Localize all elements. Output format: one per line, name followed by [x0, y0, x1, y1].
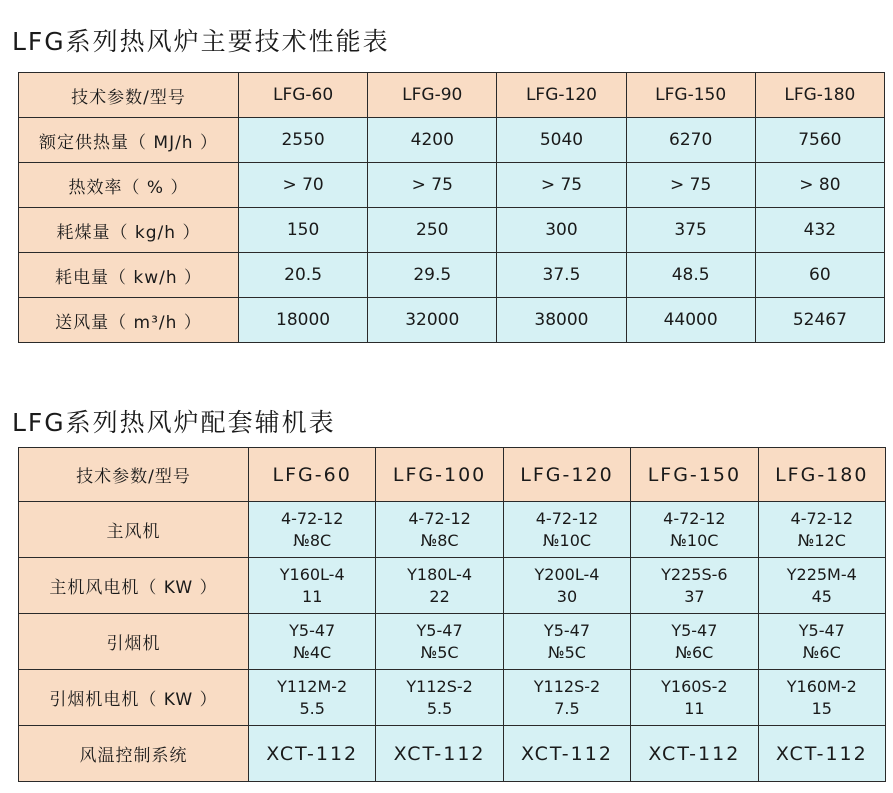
value-cell: 7560 — [755, 118, 884, 163]
value-line-model: XCT-112 — [521, 742, 613, 765]
table-row — [19, 118, 885, 163]
table-header-row — [19, 73, 885, 118]
value-line-model: Y225M-4 — [786, 564, 857, 584]
value-cell: 20.5 — [239, 253, 368, 298]
value-cell: 29.5 — [368, 253, 497, 298]
value-line-spec: №10C — [670, 530, 719, 550]
value-cell: 5040 — [497, 118, 626, 163]
table-row — [19, 298, 885, 343]
value-cell — [758, 670, 885, 726]
value-cell — [376, 726, 503, 782]
value-cell — [376, 614, 503, 670]
value-cell — [503, 670, 630, 726]
table-header-row — [19, 448, 886, 502]
value-cell: 250 — [368, 208, 497, 253]
value-line-model: Y5-47 — [798, 620, 845, 640]
value-cell: 375 — [626, 208, 755, 253]
row-label-cell: 耗煤量（ kg/h ） — [19, 208, 239, 253]
value-line-model: Y5-47 — [289, 620, 336, 640]
value-line-spec: 11 — [302, 586, 323, 606]
table-row — [19, 208, 885, 253]
value-cell: 4200 — [368, 118, 497, 163]
value-cell: 2550 — [239, 118, 368, 163]
model-header-cell: LFG-180 — [758, 448, 885, 502]
table1-title: LFG系列热风炉主要技术性能表 — [12, 27, 390, 56]
value-cell — [503, 502, 630, 558]
model-header-cell: LFG-150 — [626, 73, 755, 118]
value-line-spec: №4C — [293, 642, 332, 662]
value-cell: 18000 — [239, 298, 368, 343]
value-cell: 150 — [239, 208, 368, 253]
value-line-spec: 22 — [429, 586, 450, 606]
value-cell: 60 — [755, 253, 884, 298]
value-line-spec: 15 — [811, 698, 832, 718]
row-label-cell: 引烟机 — [19, 614, 249, 670]
value-cell — [249, 558, 376, 614]
value-line-model: Y5-47 — [671, 620, 718, 640]
value-line-spec: №8C — [420, 530, 459, 550]
value-cell: > 80 — [755, 163, 884, 208]
value-line-model: XCT-112 — [266, 742, 359, 765]
value-line-model: Y160L-4 — [279, 564, 345, 584]
value-cell — [758, 558, 885, 614]
value-cell: 432 — [755, 208, 884, 253]
value-line-spec: 11 — [684, 698, 705, 718]
value-line-spec: 5.5 — [426, 698, 453, 718]
value-cell — [631, 726, 758, 782]
value-line-model: Y112S-2 — [406, 676, 473, 696]
table-row — [19, 614, 886, 670]
table-row — [19, 670, 886, 726]
model-header-cell: LFG-60 — [249, 448, 376, 502]
model-header-cell: LFG-120 — [503, 448, 630, 502]
value-line-spec: №5C — [420, 642, 459, 662]
value-line-spec: №6C — [675, 642, 714, 662]
row-label-cell: 引烟机电机（ KW ） — [19, 670, 249, 726]
value-line-model: 4-72-12 — [790, 508, 853, 528]
value-line-spec: №10C — [542, 530, 592, 550]
value-cell — [503, 558, 630, 614]
value-line-spec: 30 — [556, 586, 578, 606]
value-line-model: XCT-112 — [393, 742, 486, 765]
value-line-model: Y225S-6 — [661, 564, 728, 584]
value-line-spec: 7.5 — [554, 698, 580, 718]
value-line-model: Y160M-2 — [786, 676, 857, 696]
value-cell — [503, 726, 630, 782]
performance-table — [18, 72, 885, 343]
value-cell: 38000 — [497, 298, 626, 343]
value-line-spec: №5C — [547, 642, 586, 662]
value-cell: 52467 — [755, 298, 884, 343]
value-line-spec: №12C — [797, 530, 846, 550]
table-row — [19, 502, 886, 558]
value-cell — [758, 502, 885, 558]
value-line-model: Y112M-2 — [277, 676, 348, 696]
value-cell — [376, 670, 503, 726]
value-line-spec: №8C — [293, 530, 332, 550]
value-cell: 44000 — [626, 298, 755, 343]
value-cell: 300 — [497, 208, 626, 253]
table-row — [19, 726, 886, 782]
row-label-cell: 热效率（ % ） — [19, 163, 239, 208]
value-cell — [758, 726, 885, 782]
table-row — [19, 163, 885, 208]
value-line-model: Y112S-2 — [533, 676, 601, 696]
header-label-cell: 技术参数/型号 — [19, 448, 249, 502]
value-cell — [249, 502, 376, 558]
row-label-cell: 耗电量（ kw/h ） — [19, 253, 239, 298]
value-cell: 37.5 — [497, 253, 626, 298]
model-header-cell: LFG-60 — [239, 73, 368, 118]
table-row — [19, 558, 886, 614]
value-cell: 48.5 — [626, 253, 755, 298]
value-cell: 32000 — [368, 298, 497, 343]
row-label-cell: 风温控制系统 — [19, 726, 249, 782]
row-label-cell: 送风量（ m³/h ） — [19, 298, 239, 343]
value-cell — [249, 670, 376, 726]
value-cell — [631, 502, 758, 558]
model-header-cell: LFG-180 — [755, 73, 884, 118]
value-cell — [249, 726, 376, 782]
value-line-model: Y160S-2 — [661, 676, 728, 696]
value-line-model: XCT-112 — [648, 742, 741, 765]
model-header-cell: LFG-150 — [631, 448, 758, 502]
value-line-spec: 5.5 — [299, 698, 325, 718]
value-cell — [376, 502, 503, 558]
value-line-model: 4-72-12 — [663, 508, 726, 528]
row-label-cell: 额定供热量（ MJ/h ） — [19, 118, 239, 163]
value-line-model: Y5-47 — [543, 620, 591, 640]
value-line-model: Y200L-4 — [534, 564, 600, 584]
value-cell: > 75 — [497, 163, 626, 208]
row-label-cell: 主机风电机（ KW ） — [19, 558, 249, 614]
model-header-cell: LFG-120 — [497, 73, 626, 118]
value-cell — [631, 670, 758, 726]
value-line-model: 4-72-12 — [280, 508, 344, 528]
value-cell: 6270 — [626, 118, 755, 163]
value-cell: > 75 — [626, 163, 755, 208]
value-cell — [631, 558, 758, 614]
header-label-cell: 技术参数/型号 — [19, 73, 239, 118]
model-header-cell: LFG-100 — [376, 448, 503, 502]
value-line-model: XCT-112 — [775, 742, 868, 765]
table2-title: LFG系列热风炉配套辅机表 — [12, 408, 336, 437]
value-line-model: 4-72-12 — [535, 508, 599, 528]
value-line-spec: 37 — [684, 586, 705, 606]
value-cell — [758, 614, 885, 670]
auxiliary-equipment-table — [18, 447, 886, 782]
value-cell — [249, 614, 376, 670]
value-line-model: 4-72-12 — [408, 508, 471, 528]
value-line-spec: 45 — [811, 586, 832, 606]
value-cell — [631, 614, 758, 670]
model-header-cell: LFG-90 — [368, 73, 497, 118]
value-line-model: Y180L-4 — [407, 564, 473, 584]
value-cell — [376, 558, 503, 614]
value-cell: > 70 — [239, 163, 368, 208]
value-line-spec: №6C — [802, 642, 841, 662]
value-cell — [503, 614, 630, 670]
value-line-model: Y5-47 — [416, 620, 463, 640]
value-cell: > 75 — [368, 163, 497, 208]
row-label-cell: 主风机 — [19, 502, 249, 558]
table-row — [19, 253, 885, 298]
